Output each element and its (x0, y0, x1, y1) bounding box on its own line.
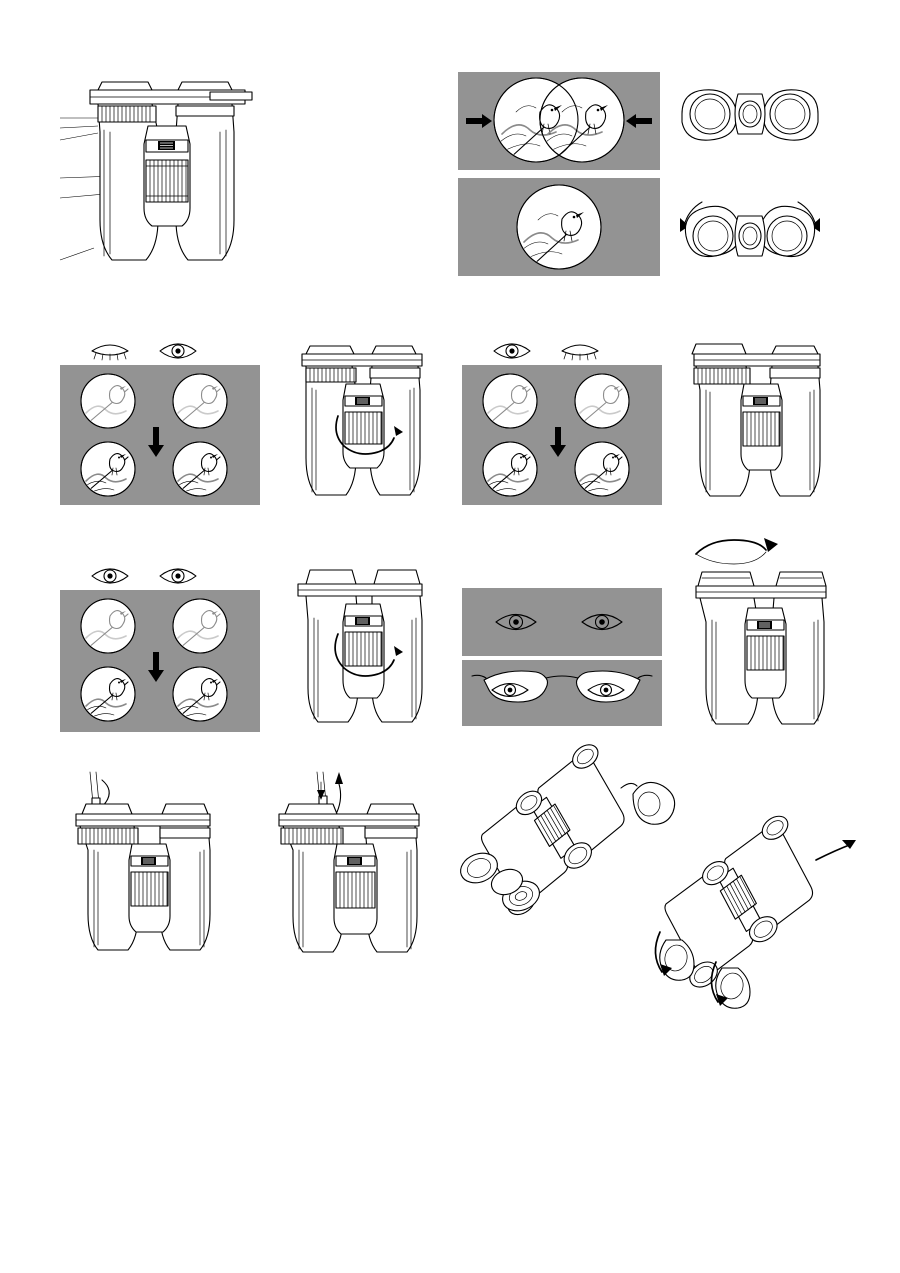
zeiss-logo-mark (141, 857, 156, 865)
arrow-strap-up (335, 772, 343, 784)
figure-binocular-focus-wheel-2 (280, 562, 440, 734)
focusing-wheel-assembly (745, 608, 786, 698)
focusing-wheel-assembly (129, 844, 170, 932)
figure-binocular-focus-wheel (280, 340, 440, 508)
zeiss-logo-mark (355, 397, 370, 405)
eye-open-right (160, 569, 196, 583)
binocular-top-view-straight (682, 90, 818, 140)
eyepiece-cap (621, 782, 675, 824)
eyecup-top-plate (279, 804, 419, 826)
view-double-circle (494, 78, 624, 162)
view-sharp-right (173, 667, 227, 721)
eye-closed-right (562, 345, 598, 360)
arrow-rotate-eyecup (696, 538, 778, 564)
figure-strap-attachment-loop (265, 768, 440, 958)
figure-focus-both-eyes (60, 562, 260, 737)
figure-objective-caps-rotate (640, 820, 870, 1030)
view-sharp-right (575, 442, 629, 496)
eye-closed-left (92, 345, 128, 360)
view-sharp-left (81, 667, 135, 721)
figure-focus-right-eye (462, 335, 662, 510)
arrow-up-right (816, 840, 856, 860)
panel-gray-top (462, 588, 662, 656)
figure-interpupillary-adjustment (458, 72, 838, 282)
view-blurred-right (173, 599, 227, 653)
eye-open-left (92, 569, 128, 583)
eyecup-top-plate (696, 572, 826, 598)
binocular-perspective (454, 739, 652, 922)
focusing-wheel-assembly (343, 604, 384, 698)
view-blurred-left (81, 599, 135, 653)
view-single-circle (517, 185, 601, 269)
view-sharp-right (173, 442, 227, 496)
view-sharp-left (81, 442, 135, 496)
eyecup-top-plate (302, 346, 422, 366)
figure-binocular-front-callouts (60, 70, 280, 285)
zeiss-logo-mark (753, 397, 768, 405)
eyecup-top-plate (76, 804, 210, 826)
eye-open-left (494, 344, 530, 358)
zeiss-logo-mark (347, 857, 362, 865)
eye-open-right (160, 344, 196, 358)
view-blurred-right (575, 374, 629, 428)
eyecup-top-plate (298, 570, 422, 596)
eyecup-top-plate (692, 344, 820, 366)
view-blurred-left (81, 374, 135, 428)
figure-strap-attachment-up (62, 768, 227, 953)
zeiss-logo-mark (757, 621, 772, 629)
focusing-wheel-assembly (334, 844, 377, 934)
figure-binocular-eyecup-rotate (680, 530, 845, 735)
zeiss-logo-mark (158, 141, 175, 150)
figure-eyecups-eyeglasses (462, 588, 662, 728)
focusing-wheel-assembly (343, 384, 384, 468)
ribbed-ring (78, 828, 138, 844)
figure-binocular-diopter (680, 338, 840, 508)
ribbed-ring (281, 828, 343, 844)
focusing-wheel-assembly (741, 384, 782, 470)
figure-focus-left-eye (60, 335, 260, 510)
focusing-wheel-assembly (144, 126, 190, 226)
view-sharp-left (483, 442, 537, 496)
binocular-top-view-hinged (680, 202, 820, 257)
zeiss-logo-mark (355, 617, 370, 625)
view-blurred-left (483, 374, 537, 428)
view-blurred-right (173, 374, 227, 428)
